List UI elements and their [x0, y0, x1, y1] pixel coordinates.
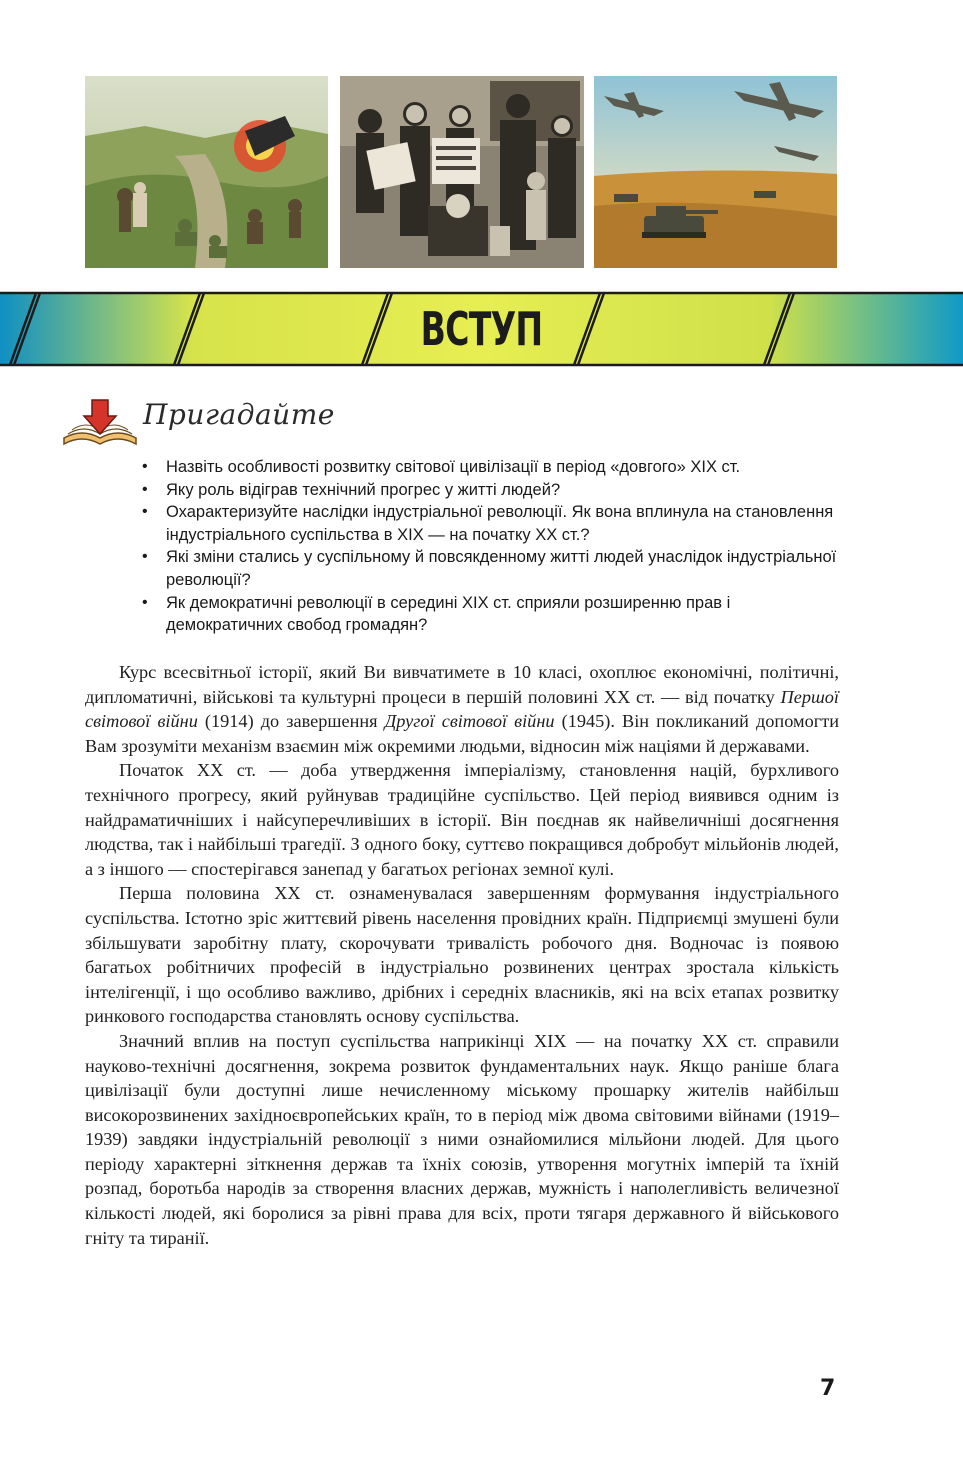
paragraph	[85, 660, 839, 758]
body-text	[85, 660, 839, 1250]
world-war-two-painting	[594, 76, 837, 268]
italic-term: Першої світової війни	[85, 686, 839, 732]
book-arrow-icon	[60, 398, 140, 454]
page-number: 7	[820, 1376, 836, 1401]
list-item: • Як демократичні революції в середині XIX ст. сприяли розширенню прав і демократичних свобод громадян?	[140, 592, 840, 637]
world-war-one-illustration	[85, 76, 328, 268]
protest-photo	[340, 76, 584, 268]
italic-term: Другої світової війни	[384, 711, 555, 732]
list-item: • Яку роль відіграв технічний прогрес у житті людей?	[140, 479, 840, 502]
text-run: (1914) до завершення	[197, 711, 385, 732]
text-run: Курс всесвітньої історії, який Ви вивчатимете в 10 класі, охоплює економічні, політичні, дипломатичні, військові та культурні процеси в першій половині XX ст. — від початку	[85, 662, 839, 707]
chapter-banner	[0, 290, 963, 368]
text-run: (1945). Він покликаний допомогти Вам зрозуміти механізм взаємин між окремими людьми, відносин між націями й державами.	[85, 711, 839, 756]
recall-questions	[140, 456, 840, 637]
photo-strip	[85, 76, 837, 268]
paragraph: Перша половина XX ст. ознаменувалася завершенням формування індустріального суспільства. Істотно зріс життєвий рівень населення провідних країн. Підприємці змушені були збільшувати заробітну плату, скорочувати тривалість робочого дня. Водночас із появою багатьох робітничих професій в індустріально розвинених центрах зростала кількість інтелігенції, і що особливо важливо, дрібних і середніх власників, які на всіх етапах розвитку ринкового господарства становлять основу суспільства.	[85, 883, 839, 1027]
paragraph: Початок XX ст. — доба утвердження імперіалізму, становлення націй, бурхливого технічного прогресу, який руйнував традиційне суспільство. Цей період виявився одним із найдраматичніших і найсуперечливіших в історії. Він поєднав як найвеличніші досягнення людства, так і найбільші трагедії. З одного боку, суттєво покращився добробут мільйонів людей, а з іншого — спостерігався занепад у багатьох регіонах земної кулі.	[85, 760, 839, 879]
list-item: • Які зміни стались у суспільному й повсякденному житті людей унаслідок індустріальної революції?	[140, 546, 840, 591]
list-item: • Охарактеризуйте наслідки індустріальної революції. Як вона вплинула на становлення індустріального суспільства в XIX — на початку XX ст.?	[140, 501, 840, 546]
list-item: • Назвіть особливості розвитку світової цивілізації в період «довгого» XIX ст.	[140, 456, 840, 479]
chapter-title: ВСТУП	[420, 302, 543, 356]
paragraph: Значний вплив на поступ суспільства наприкінці XIX — на початку XX ст. справили науково-технічні досягнення, зокрема розвиток фундаментальних наук. Якщо раніше блага цивілізації були доступні лише нечисленному міському прошарку жителів найбільш високорозвинених західноєвропейських країн, то в період між двома світовими війнами (1919–1939) завдяки індустріальній революції з ними ознайомилися мільйони людей. Для цього періоду характерні зіткнення держав та їхніх союзів, утворення могутніх імперій та їхній розпад, боротьба народів за створення власних держав, мужність і наполегливість величезної кількості людей, які боролися за рівні права для всіх, проти тягаря державного й військового гніту та тиранії.	[85, 1030, 839, 1248]
recall-title: Пригадайте	[143, 398, 335, 431]
